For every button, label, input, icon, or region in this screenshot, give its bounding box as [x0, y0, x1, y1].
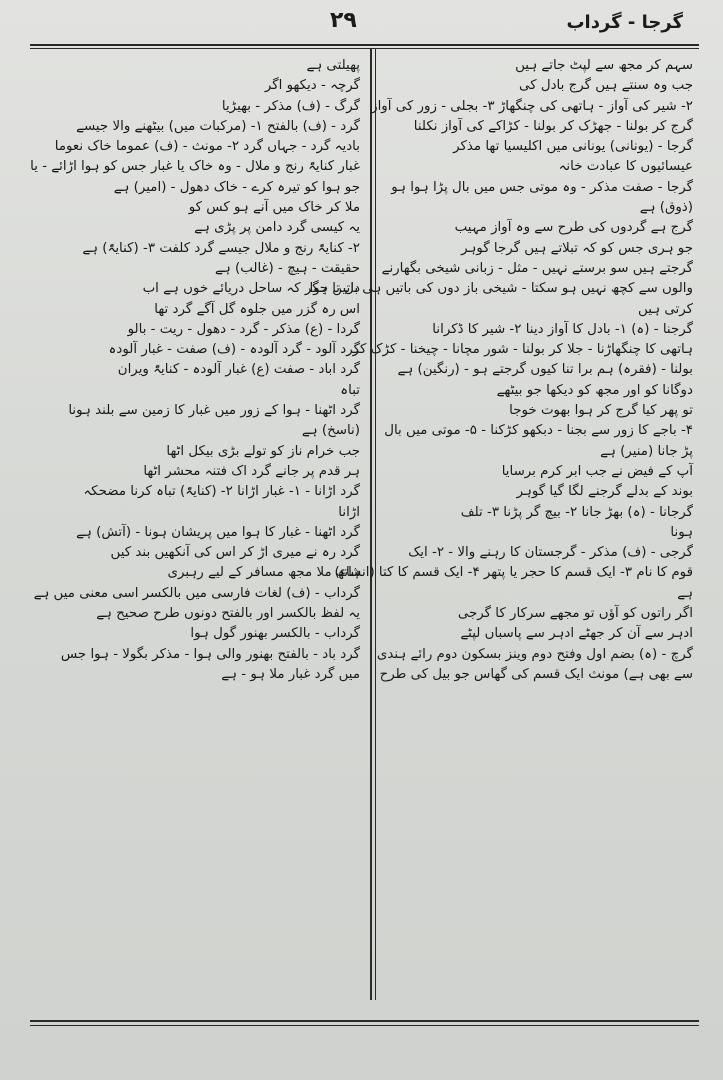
text-line: جب وہ سنتے ہیں گرج بادل کی [519, 78, 693, 94]
text-line: بادیہ گرد - جہاں گرد ۲- مونث - (ف) عموما خاک نعوما [54, 139, 360, 155]
text-line: ۲- شیر کی آواز - ہاتھی کی چنگھاڑ ۳- بجلی - زور کی آواز [371, 98, 693, 114]
text-line: گرجنا - (ہ) ۱- بادل کا آواز دینا ۲- شیر کا ڈکرانا [432, 321, 693, 337]
text-line: (ناسخ) ہے [301, 423, 360, 439]
text-line: ادہر سے آن کر جھٹے ادہر سے پاسباں لپٹے [460, 626, 693, 642]
text-line: گرد اٹھنا - ہوا کے زور میں غبار کا زمین سے بلند ہونا [68, 403, 360, 419]
footer-rule-thin [30, 1025, 699, 1026]
text-line: گرجانا - (ہ) بھڑ جانا ۲- بیچ گر پڑنا ۳- تلف [460, 504, 693, 520]
text-line: گرد - (ف) بالفتح ۱- (مرکبات میں) بیٹھنے والا جیسے [76, 118, 360, 134]
text-line: دوگانا کو اور مجھ کو دیکھا جو بیٹھے [496, 382, 693, 398]
text-line: گرد اڑانا - ۱- غبار اڑانا ۲- (کنایۃً) تباہ کرنا مضحکہ [83, 484, 360, 500]
running-head: گرجا - گرداب [566, 12, 683, 33]
text-line: (ذوق) ہے [639, 200, 693, 216]
text-line: جو ہوا کو تیرہ کرے - خاک دھول - (امیر) ہے [113, 179, 360, 195]
text-line: گرد باد - بالفتح بھنور والی ہوا - مذکر بگولا - ہوا جس [60, 646, 360, 662]
text-line: گردا - (ع) مذکر - گرد - دھول - ریت - بالو [127, 321, 360, 337]
text-line: ہاتھی کا چنگھاڑنا - جلا کر بولنا - شور مچانا - چیخنا - کڑک کر [352, 342, 693, 358]
text-line: گرجتے ہیں سو برستے نہیں - مثل - زبانی شیخی بگھارنے [381, 260, 693, 276]
text-line: گرداب - بالکسر بھنور گول ہوا [190, 626, 360, 642]
footer-rule [30, 1020, 699, 1022]
header-rule [30, 44, 699, 46]
text-line: قوم کا نام ۳- ایک قسم کا حجر یا پتھر ۴- ایک قسم کا کتا (انشاء) [334, 565, 693, 581]
text-line: تو پھر کیا گرج کر ہوا بھوت خوجا [509, 403, 693, 419]
text-line: بوند کے بدلے گرجنے لگا گیا گوہر [516, 484, 693, 500]
left-column [30, 56, 360, 994]
text-line: اگر راتوں کو آؤں تو مجھے سرکار کا گرجی [457, 606, 693, 622]
text-line: والوں سے کچھ نہیں ہو سکتا - شیخی باز دوں کی باتیں ہی باتیں ہوا [309, 281, 693, 297]
text-line: یہ کیسی گرد دامن پر پڑی ہے [194, 220, 360, 236]
text-line: گرج ہے گردوں کی طرح سے وہ آواز مہیب [454, 220, 693, 236]
text-line: ہاتھ ملا مجھ مسافر کے لیے رہبری [167, 565, 360, 581]
text-line: ہونا [670, 524, 693, 540]
column-divider-thin [375, 48, 376, 1000]
text-line: بولنا - (فقرہ) ہم برا تنا کیوں گرجتے ہو - (رنگین) ہے [397, 362, 693, 378]
column-divider [370, 48, 372, 1000]
text-line: گرگ - (ف) مذکر - بھیڑیا [221, 98, 360, 114]
text-line: حقیقت - ہیچ - (غالب) ہے [215, 260, 360, 276]
text-line: گرد اٹھنا - غبار کا ہوا میں پریشان ہونا - (آتش) ہے [76, 524, 360, 540]
text-line: گرداب - (ف) لغات فارسی میں بالکسر اسی معنی میں ہے [33, 585, 360, 601]
text-line: میں گرد غبار ملا ہو - ہے [221, 666, 360, 682]
text-line: گرچہ - دیکھو اگر [264, 78, 360, 94]
page-number: ۲۹ [330, 8, 357, 33]
text-line: ہر قدم پر جانے گرد اک فتنہ محشر اٹھا [143, 463, 360, 479]
text-line: ملا کر خاک میں آنے ہو کس کو [188, 200, 360, 216]
text-line: گرج کر بولنا - جھڑک کر بولنا - کڑاکے کی آواز نکلنا [413, 118, 693, 134]
text-line: سہم کر مجھ سے لپٹ جاتے ہیں [515, 58, 693, 73]
text-line: اڑانا [338, 504, 360, 520]
text-line: گرجی - (ف) مذکر - گرجستان کا رہنے والا - ۲- ایک [408, 545, 693, 561]
text-line: جو ہری جس کو کہ تبلاتے ہیں گرجا گوہر [461, 240, 693, 256]
text-line: سے بھی ہے) مونث ایک قسم کی گھاس جو بیل کی طرح [379, 666, 693, 682]
text-line: غبار کنایۃً رنج و ملال - وہ خاک یا غبار جس کو ہوا اڑائے - یا [30, 159, 360, 175]
text-line: اس رہ گزر میں جلوہ گل آگے گرد تھا [154, 301, 360, 317]
header-rule-thin [30, 48, 699, 49]
text-line: گرد اباد - صفت (ع) غبار آلودہ - کنایۃً ویران [117, 362, 360, 378]
text-line: گرچ - (ہ) بضم اول وفتح دوم وینز بسکون دوم رائے ہندی [376, 646, 693, 662]
text-line: پھیلتی ہے [306, 58, 360, 73]
text-line: جب خرام ناز کو تولے بڑی بیکل اٹھا [166, 443, 360, 459]
text-line: ۲- کنایۃً رنج و ملال جیسے گرد کلفت ۳- (کنایۃً) ہے [82, 240, 360, 256]
text-line: ہے [677, 585, 693, 601]
text-line: پڑ جانا (منیر) ہے [600, 443, 693, 459]
text-line: یہ لفظ بالکسر اور بالفتح دونوں طرح صحیح ہے [96, 606, 360, 622]
text-line: گرد رہ نے میری اڑ کر اس کی آنکھیں بند کیں [110, 545, 360, 561]
text-line: ۴- باجے کا زور سے بجنا - دبکھو کڑکنا - ۵- موتی میں بال [384, 423, 693, 439]
text-line: دل تا جگر کہ ساحل دریائے خوں ہے اب [142, 281, 360, 297]
text-line: گرجا - (یونانی) یونانی میں اکلیسیا تھا مذکر [453, 139, 693, 155]
text-line: گرد آلود - گرد آلودہ - (ف) صفت - غبار آلودہ [108, 342, 360, 358]
text-line: کرتی ہیں [638, 301, 693, 317]
text-line: گرجا - صفت مذکر - وہ موتی جس میں بال پڑا ہوا ہو [391, 179, 693, 195]
text-line: عیسائیوں کا عبادت خانہ [558, 159, 693, 175]
text-line: تباہ [340, 382, 360, 398]
text-line: آپ کے فیض نے جب ابر کرم برسایا [501, 463, 693, 479]
